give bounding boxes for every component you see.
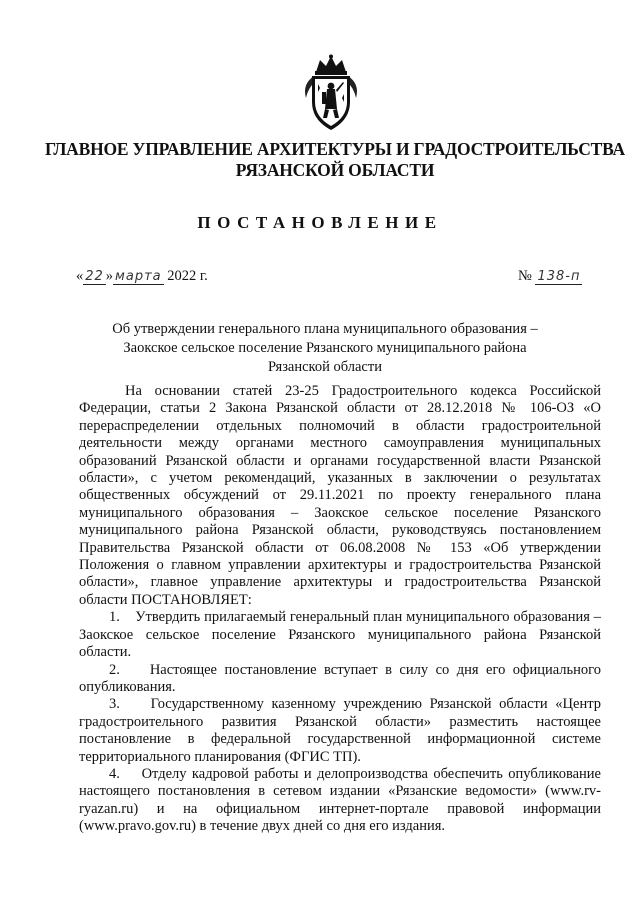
clause-3: 3. Государственному казенному учреждению Рязанской области «Центр градостроительного развития Рязанской области» разместить настоящее постановление в федеральной государственной информационной системе территориального планирования (ФГИС ТП). <box>79 696 601 765</box>
clause-2: 2. Настоящее постановление вступает в силу со дня его официального опубликования. <box>79 661 601 695</box>
date-month: марта <box>115 269 162 284</box>
authority-line-1: ГЛАВНОЕ УПРАВЛЕНИЕ АРХИТЕКТУРЫ И ГРАДОСТРОИТЕЛЬСТВА <box>45 139 625 159</box>
document-body <box>79 383 601 836</box>
subject-line-1: Об утверждении генерального плана муниципального образования – <box>112 321 538 337</box>
document-type-title: ПОСТАНОВЛЕНИЕ <box>197 213 443 232</box>
date-open-quote: « <box>76 268 84 284</box>
number-value: 138-п <box>537 269 581 284</box>
clause-1: 1. Утвердить прилагаемый генеральный план муниципального образования – Заокское сельское поселение Рязанского муниципального района Рязанской области. <box>79 609 601 661</box>
number-prefix: № <box>518 268 532 284</box>
preamble-paragraph: На основании статей 23-25 Градостроительного кодекса Российской Федерации, статьи 2 Закона Рязанской области от 28.12.2018 № 106-ОЗ «О перераспределении отдельных полномочий в области градостроительной деятельности между органами местного самоуправления муниципальных образований Рязанской области и органами государственной власти Рязанской области», с учетом рекомендаций, указанных в заключении о результатах общественных обсуждений от 29.11.2021 по проекту генерального плана муниципального образования – Заокское сельское поселение Рязанского муниципального района Рязанской области, руководствуясь постановлением Правительства Рязанской области от 06.08.2008 № 153 «Об утверждении Положения о главном управлении архитектуры и градостроительства Рязанской области», главное управление архитектуры и градостроительства Рязанской области ПОСТАНОВЛЯЕТ: <box>79 383 601 608</box>
document-subject <box>90 320 560 377</box>
clause-4: 4. Отделу кадровой работы и делопроизводства обеспечить опубликование настоящего постановления в сетевом издании «Рязанские ведомости» (www.rv-ryazan.ru) и на официальном интернет-портале правовой информации (www.pravo.gov.ru) в течение двух дней со дня его издания. <box>79 765 601 835</box>
subject-line-2: Заокское сельское поселение Рязанского муниципального района <box>123 340 527 356</box>
subject-line-3: Рязанской области <box>268 359 382 375</box>
date-year: 2022 г. <box>167 268 208 284</box>
document-date <box>76 268 208 285</box>
date-close-quote: » <box>105 268 114 284</box>
issuing-authority <box>40 139 630 181</box>
ryazan-coat-of-arms-icon <box>298 54 364 134</box>
authority-line-2: РЯЗАНСКОЙ ОБЛАСТИ <box>235 160 435 180</box>
date-day: 22 <box>85 269 104 284</box>
document-number <box>518 268 582 285</box>
